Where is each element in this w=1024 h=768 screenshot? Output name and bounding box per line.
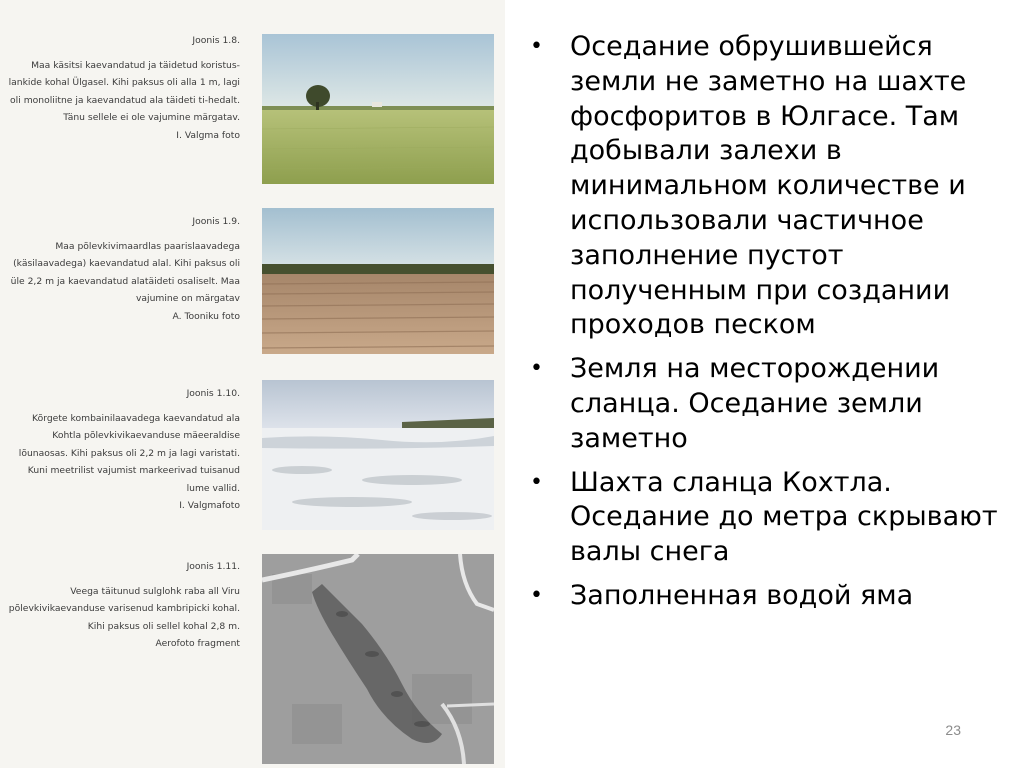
bullet-marker: • xyxy=(530,582,543,608)
figure-1-8-caption xyxy=(8,32,240,144)
bullet-item xyxy=(528,579,1008,614)
photo-credit: I. Valgmafoto xyxy=(179,500,240,511)
figure-1-11-caption xyxy=(8,558,240,653)
bullet-text: Оседание обрушившейся земли не заметно на шахте фосфоритов в Юлгасе. Там добывали залехи в минимальном количестве и использовали частичное заполнение пустот полученным при создании проходов песком xyxy=(570,31,967,341)
figure-text: Kõrgete kombainilaavadega kaevandatud ala Kohtla põlevkivikaevanduse mäeeraldise lõunaosas. Kihi paksus oli 2,2 m ja lagi varistati. Kuni meetrilist vajumist markeerivad tuisanud lume vallid. xyxy=(18,412,240,494)
figure-1-10-photo xyxy=(262,380,494,530)
figure-1-10-caption xyxy=(8,385,240,515)
figure-number: Joonis 1.10. xyxy=(186,388,240,399)
photo-credit: A. Tooniku foto xyxy=(172,310,240,322)
bullet-marker: • xyxy=(530,34,543,59)
bullet-text: Земля на месторождении сланца. Оседание земли заметно xyxy=(570,353,940,454)
scanned-page xyxy=(0,0,505,768)
bullet-text: Заполненная водой яма xyxy=(570,579,914,611)
figure-1-11-photo xyxy=(262,554,494,764)
bullet-item xyxy=(528,352,1008,456)
figure-1-8-photo xyxy=(262,34,494,184)
figure-text: Veega täitunud sulglohk raba all Viru põlevkivikaevanduse varisenud kambripicki kohal. Kihi paksus oli sellel kohal 2,8 m. xyxy=(8,585,240,632)
bullet-item xyxy=(528,30,1008,343)
photo-credit: Aerofoto fragment xyxy=(155,638,240,649)
figure-number: Joonis 1.8. xyxy=(192,35,240,46)
figure-text: Maa käsitsi kaevandatud ja täidetud koristus-lankide kohal Ülgasel. Kihi paksus oli alla 1 m, lagi oli monoliitne ja kaevandatud ala täideti ti-hedalt. Tänu sellele ei ole vajumine märgatav. xyxy=(8,59,240,123)
figure-1-9-photo xyxy=(262,208,494,354)
bullet-marker: • xyxy=(530,469,543,495)
bullet-item xyxy=(528,466,1008,570)
figure-number: Joonis 1.11. xyxy=(186,561,240,572)
bullet-marker: • xyxy=(530,356,543,382)
bullet-list xyxy=(528,30,1008,623)
figure-1-9-caption xyxy=(8,213,240,325)
figure-number: Joonis 1.9. xyxy=(192,216,240,227)
page-number: 23 xyxy=(945,722,961,738)
figure-text: Maa põlevkivimaardlas paarislaavadega (käsilaavadega) kaevandatud alal. Kihi paksus oli üle 2,2 m ja kaevandatud alatäideti osaliselt. Maa vajumine on märgatav xyxy=(10,240,240,304)
bullet-text: Шахта сланца Кохтла. Оседание до метра скрывают валы снега xyxy=(570,466,998,568)
photo-credit: I. Valgma foto xyxy=(176,129,240,141)
